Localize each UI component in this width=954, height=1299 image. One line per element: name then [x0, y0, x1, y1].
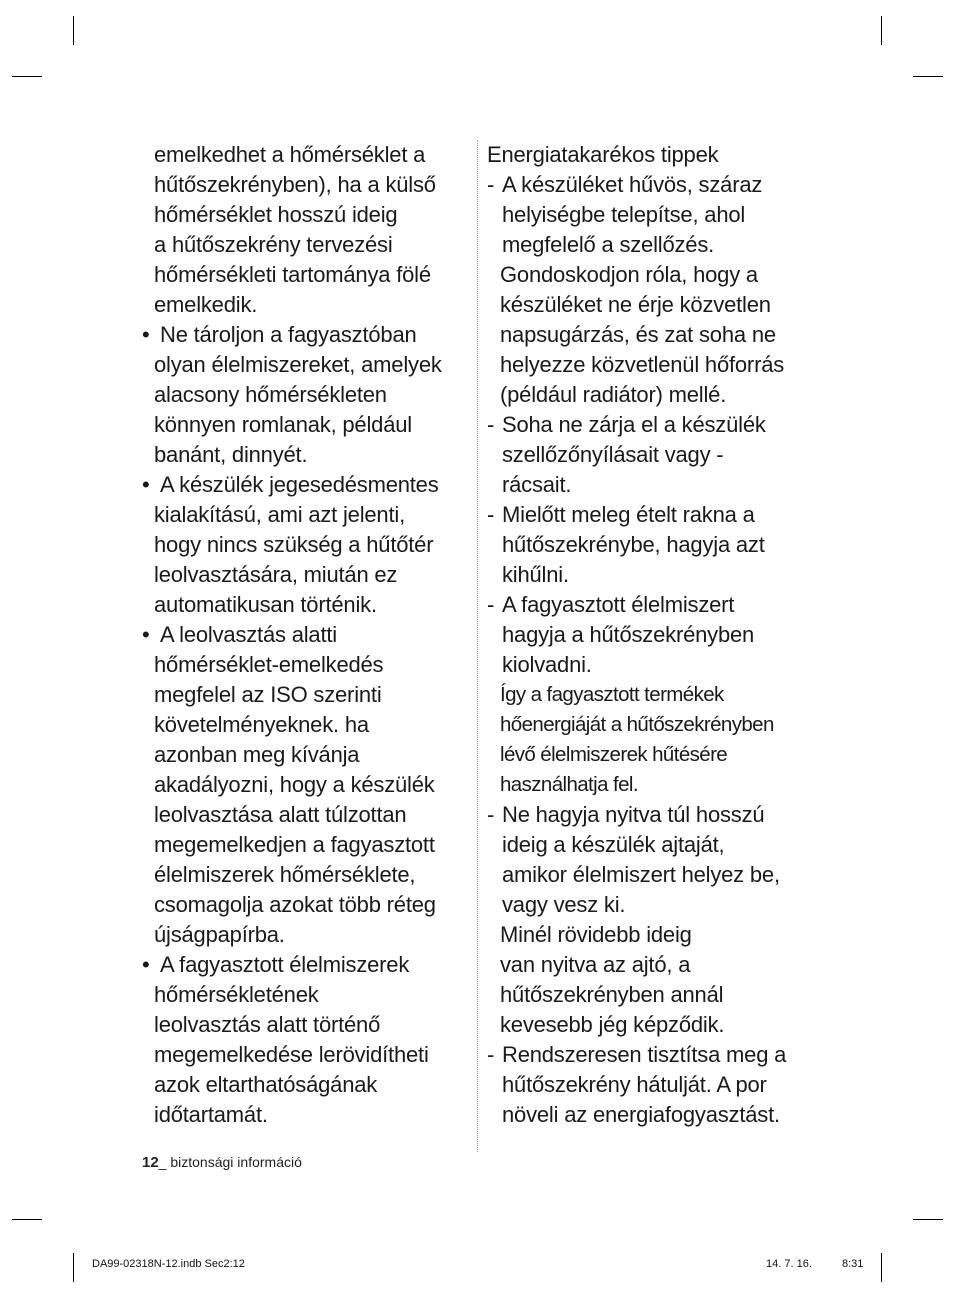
text-line: megfelelő a szellőzés.	[502, 232, 715, 257]
text-line: könnyen romlanak, például	[154, 412, 412, 437]
text-line: azok eltarthatóságának	[154, 1072, 378, 1097]
text-line: helyiségbe telepítse, ahol	[502, 202, 746, 227]
text-line: élelmiszerek hőmérséklete,	[154, 862, 416, 887]
text-line: hőenergiáját a hűtőszekrényben	[500, 713, 774, 736]
tip-item	[487, 800, 822, 920]
crop-mark-top-left-horizontal	[12, 76, 42, 77]
text-line: A készüléket hűvös, száraz	[502, 172, 763, 197]
tip-item	[487, 170, 822, 260]
text-line: banánt, dinnyét.	[154, 442, 308, 467]
text-line: amikor élelmiszert helyez be,	[502, 862, 780, 887]
bullet-item	[142, 620, 477, 950]
crop-mark-top-right-vertical	[881, 16, 882, 45]
crop-mark-top-left-vertical	[73, 16, 74, 45]
text-line: leolvasztás alatt történő	[154, 1012, 381, 1037]
text-line: van nyitva az ajtó, a	[500, 952, 691, 977]
text-line: hagyja a hűtőszekrényben	[502, 622, 755, 647]
bullet-item	[142, 320, 477, 470]
tip-item	[487, 500, 822, 590]
text-line: csomagolja azokat több réteg	[154, 892, 436, 917]
text-line: Mielőtt meleg ételt rakna a	[502, 502, 755, 527]
text-line: Rendszeresen tisztítsa meg a	[502, 1042, 787, 1067]
bullet-icon: •	[142, 322, 150, 347]
text-line: A fagyasztott élelmiszert	[502, 592, 735, 617]
tip-item	[487, 410, 822, 500]
intro-paragraph	[142, 140, 477, 320]
dash-icon: -	[487, 592, 495, 617]
text-line: kialakítású, ami azt jelenti,	[154, 502, 405, 527]
text-line: vagy vesz ki.	[502, 892, 626, 917]
crop-mark-bottom-right-horizontal	[913, 1219, 943, 1220]
page-section-label: _ biztonsági információ	[158, 1154, 302, 1170]
text-line: Ne tároljon a fagyasztóban	[160, 322, 417, 347]
text-line: Soha ne zárja el a készülék	[502, 412, 766, 437]
text-line: használhatja fel.	[500, 773, 638, 796]
text-line: Minél rövidebb ideig	[500, 922, 692, 947]
text-line: emelkedhet a hőmérséklet a	[154, 142, 426, 167]
text-line: Így a fagyasztott termékek	[500, 683, 724, 706]
text-line: leolvasztása alatt túlzottan	[154, 802, 407, 827]
crop-mark-bottom-left-horizontal	[12, 1219, 42, 1220]
text-line: hőmérsékletének	[154, 982, 319, 1007]
text-line: szellőzőnyílásait vagy -	[502, 442, 724, 467]
text-line: hogy nincs szükség a hűtőtér	[154, 532, 434, 557]
print-time: 8:31	[842, 1258, 864, 1270]
crop-mark-top-right-horizontal	[913, 76, 943, 77]
left-column	[142, 140, 477, 1130]
bullet-item	[142, 950, 477, 1130]
text-line: hűtőszekrénybe, hagyja azt	[502, 532, 765, 557]
text-line: kevesebb jég képződik.	[500, 1012, 725, 1037]
bullet-icon: •	[142, 622, 150, 647]
print-file-info: DA99-02318N-12.indb Sec2:12	[92, 1258, 245, 1270]
text-line: hőmérséklet hosszú ideig	[154, 202, 398, 227]
text-line: hűtőszekrényben), ha a külső	[154, 172, 436, 197]
text-line: kihűlni.	[502, 562, 569, 587]
text-line: helyezze közvetlenül hőforrás	[500, 352, 785, 377]
text-line: a hűtőszekrény tervezési	[154, 232, 393, 257]
tip-item	[487, 590, 822, 680]
tip-note	[487, 680, 822, 800]
text-line: hőmérsékleti tartománya fölé	[154, 262, 431, 287]
text-line: megemelkedjen a fagyasztott	[154, 832, 435, 857]
text-line: időtartamát.	[154, 1102, 268, 1127]
tip-item	[487, 1040, 822, 1130]
dash-icon: -	[487, 412, 495, 437]
text-line: A fagyasztott élelmiszerek	[160, 952, 410, 977]
text-line: hűtőszekrény hátulját. A por	[502, 1072, 767, 1097]
dash-icon: -	[487, 1042, 495, 1067]
print-date: 14. 7. 16.	[766, 1258, 812, 1270]
dash-icon: -	[487, 172, 495, 197]
text-line: követelményeknek. ha	[154, 712, 369, 737]
text-line: növeli az energiafogyasztást.	[502, 1102, 780, 1127]
bullet-icon: •	[142, 952, 150, 977]
text-line: azonban meg kívánja	[154, 742, 360, 767]
text-line: Gondoskodjon róla, hogy a	[500, 262, 758, 287]
bullet-icon: •	[142, 472, 150, 497]
text-line: ideig a készülék ajtaját,	[502, 832, 725, 857]
text-line: emelkedik.	[154, 292, 258, 317]
text-line: olyan élelmiszereket, amelyek	[154, 352, 442, 377]
column-divider	[477, 140, 478, 1152]
text-line: leolvasztására, miután ez	[154, 562, 398, 587]
text-line: készüléket ne érje közvetlen	[500, 292, 771, 317]
tip-note	[487, 920, 822, 1040]
page-footer	[142, 1154, 302, 1171]
text-line: hőmérséklet-emelkedés	[154, 652, 384, 677]
text-line: A készülék jegesedésmentes	[160, 472, 439, 497]
tip-note	[487, 260, 822, 410]
text-line: megemelkedése lerövidítheti	[154, 1042, 429, 1067]
text-line: megfelel az ISO szerinti	[154, 682, 382, 707]
text-line: napsugárzás, és zat soha ne	[500, 322, 776, 347]
text-line: alacsony hőmérsékleten	[154, 382, 387, 407]
crop-mark-bottom-right-vertical	[881, 1253, 882, 1282]
text-line: rácsait.	[502, 472, 572, 497]
right-column	[487, 140, 822, 1130]
dash-icon: -	[487, 802, 495, 827]
dash-icon: -	[487, 502, 495, 527]
text-line: akadályozni, hogy a készülék	[154, 772, 435, 797]
page-number: 12	[142, 1154, 159, 1171]
text-line: A leolvasztás alatti	[160, 622, 337, 647]
crop-mark-bottom-left-vertical	[73, 1253, 74, 1282]
text-line: hűtőszekrényben annál	[500, 982, 724, 1007]
text-line: újságpapírba.	[154, 922, 285, 947]
text-line: Ne hagyja nyitva túl hosszú	[502, 802, 765, 827]
text-line: kiolvadni.	[502, 652, 592, 677]
text-line: automatikusan történik.	[154, 592, 377, 617]
text-line: lévő élelmiszerek hűtésére	[500, 743, 728, 766]
bullet-item	[142, 470, 477, 620]
text-line: (például radiátor) mellé.	[500, 382, 727, 407]
section-heading: Energiatakarékos tippek	[487, 142, 719, 167]
